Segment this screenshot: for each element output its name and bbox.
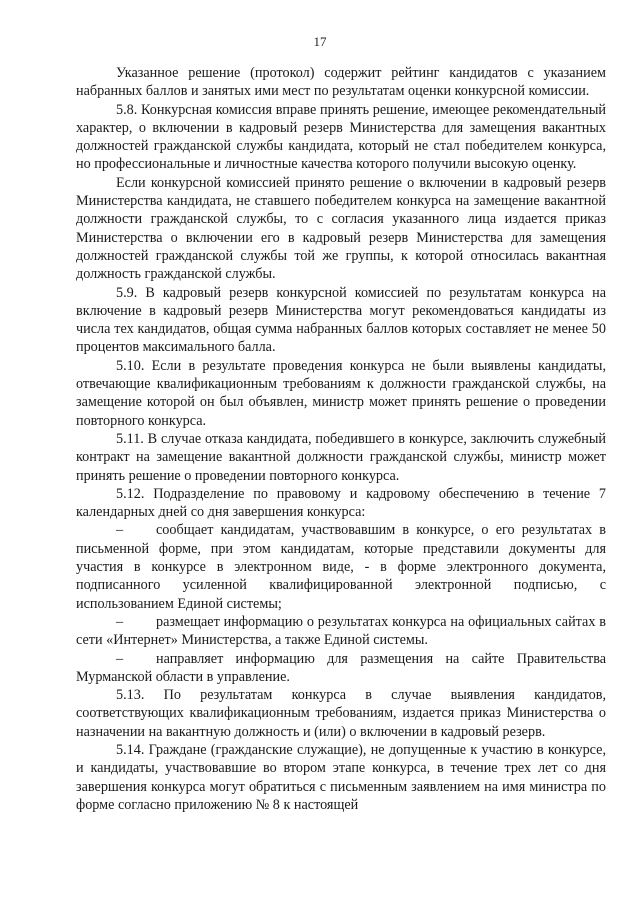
paragraph: 5.10. Если в результате проведения конкурса не были выявлены кандидаты, отвечающие квалификационным требованиям к должности гражданской службы, на замещение которой он был объявлен, министр может принять решение о проведении повторного конкурса.	[76, 357, 606, 429]
document-body	[76, 64, 606, 814]
paragraph: 5.11. В случае отказа кандидата, победившего в конкурсе, заключить служебный контракт на замещение вакантной должности гражданской службы, министр может принять решение о проведении повторного конкурса.	[76, 430, 606, 484]
paragraph: 5.9. В кадровый резерв конкурсной комиссией по результатам конкурса на включение в кадровый резерв Министерства могут рекомендоваться кандидаты из числа тех кандидатов, общая сумма набранных баллов которых составляет не менее 50 процентов максимального балла.	[76, 284, 606, 356]
page-number: 17	[313, 34, 327, 49]
dash-item-text: размещает информацию о результатах конкурса на официальных сайтах в сети «Интернет» Министерства, а также Единой системы.	[76, 613, 606, 649]
dash-item-text: сообщает кандидатам, участвовавшим в конкурсе, о его результатах в письменной форме, при этом кандидатам, которые представили документы для участия в конкурсе в электронном виде, - в форме электронного документа, подписанного усиленной квалифицированной электронной подписью, с использованием Единой системы;	[76, 522, 606, 612]
dash-list-item	[76, 521, 606, 612]
dash-item-text: направляет информацию для размещения на сайте Правительства Мурманской области в управление.	[76, 650, 606, 685]
paragraph: 5.8. Конкурсная комиссия вправе принять решение, имеющее рекомендательный характер, о включении в кадровый резерв Министерства для замещения вакантных должностей гражданской службы кандидата, который не стал победителем конкурса, но профессиональные и личностные качества которого получили высокую оценку.	[76, 101, 606, 173]
dash-bullet: –	[116, 613, 124, 630]
dash-list-item	[76, 650, 606, 687]
paragraph: 5.12. Подразделение по правовому и кадровому обеспечению в течение 7 календарных дней со дня завершения конкурса:	[76, 485, 606, 521]
paragraph: Если конкурсной комиссией принято решение о включении в кадровый резерв Министерства кандидата, не ставшего победителем конкурса на замещение вакантной должности гражданской службы, то с согласия указанного лица издается приказ Министерства о включении его в кадровый резерв Министерства для замещения должностей гражданской службы той же группы, к которой относилась вакантная должность гражданской службы.	[76, 174, 606, 283]
paragraph: 5.14. Граждане (гражданские служащие), не допущенные к участию в конкурсе, и кандидаты, участвовавшие во втором этапе конкурса, в течение трех лет со дня завершения конкурса могут обратиться с письменным заявлением на имя министра по форме согласно приложению № 8 к настоящей	[76, 741, 606, 813]
dash-bullet: –	[116, 522, 124, 539]
dash-bullet: –	[116, 650, 124, 667]
paragraph: Указанное решение (протокол) содержит рейтинг кандидатов с указанием набранных баллов и занятых ими мест по результатам оценки конкурсной комиссии.	[76, 65, 606, 100]
paragraph: 5.13. По результатам конкурса в случае выявления кандидатов, соответствующих квалификационным требованиям, издается приказ Министерства о назначении на вакантную должность и (или) о включении в кадровый резерв.	[76, 687, 606, 740]
dash-list-item	[76, 613, 606, 650]
